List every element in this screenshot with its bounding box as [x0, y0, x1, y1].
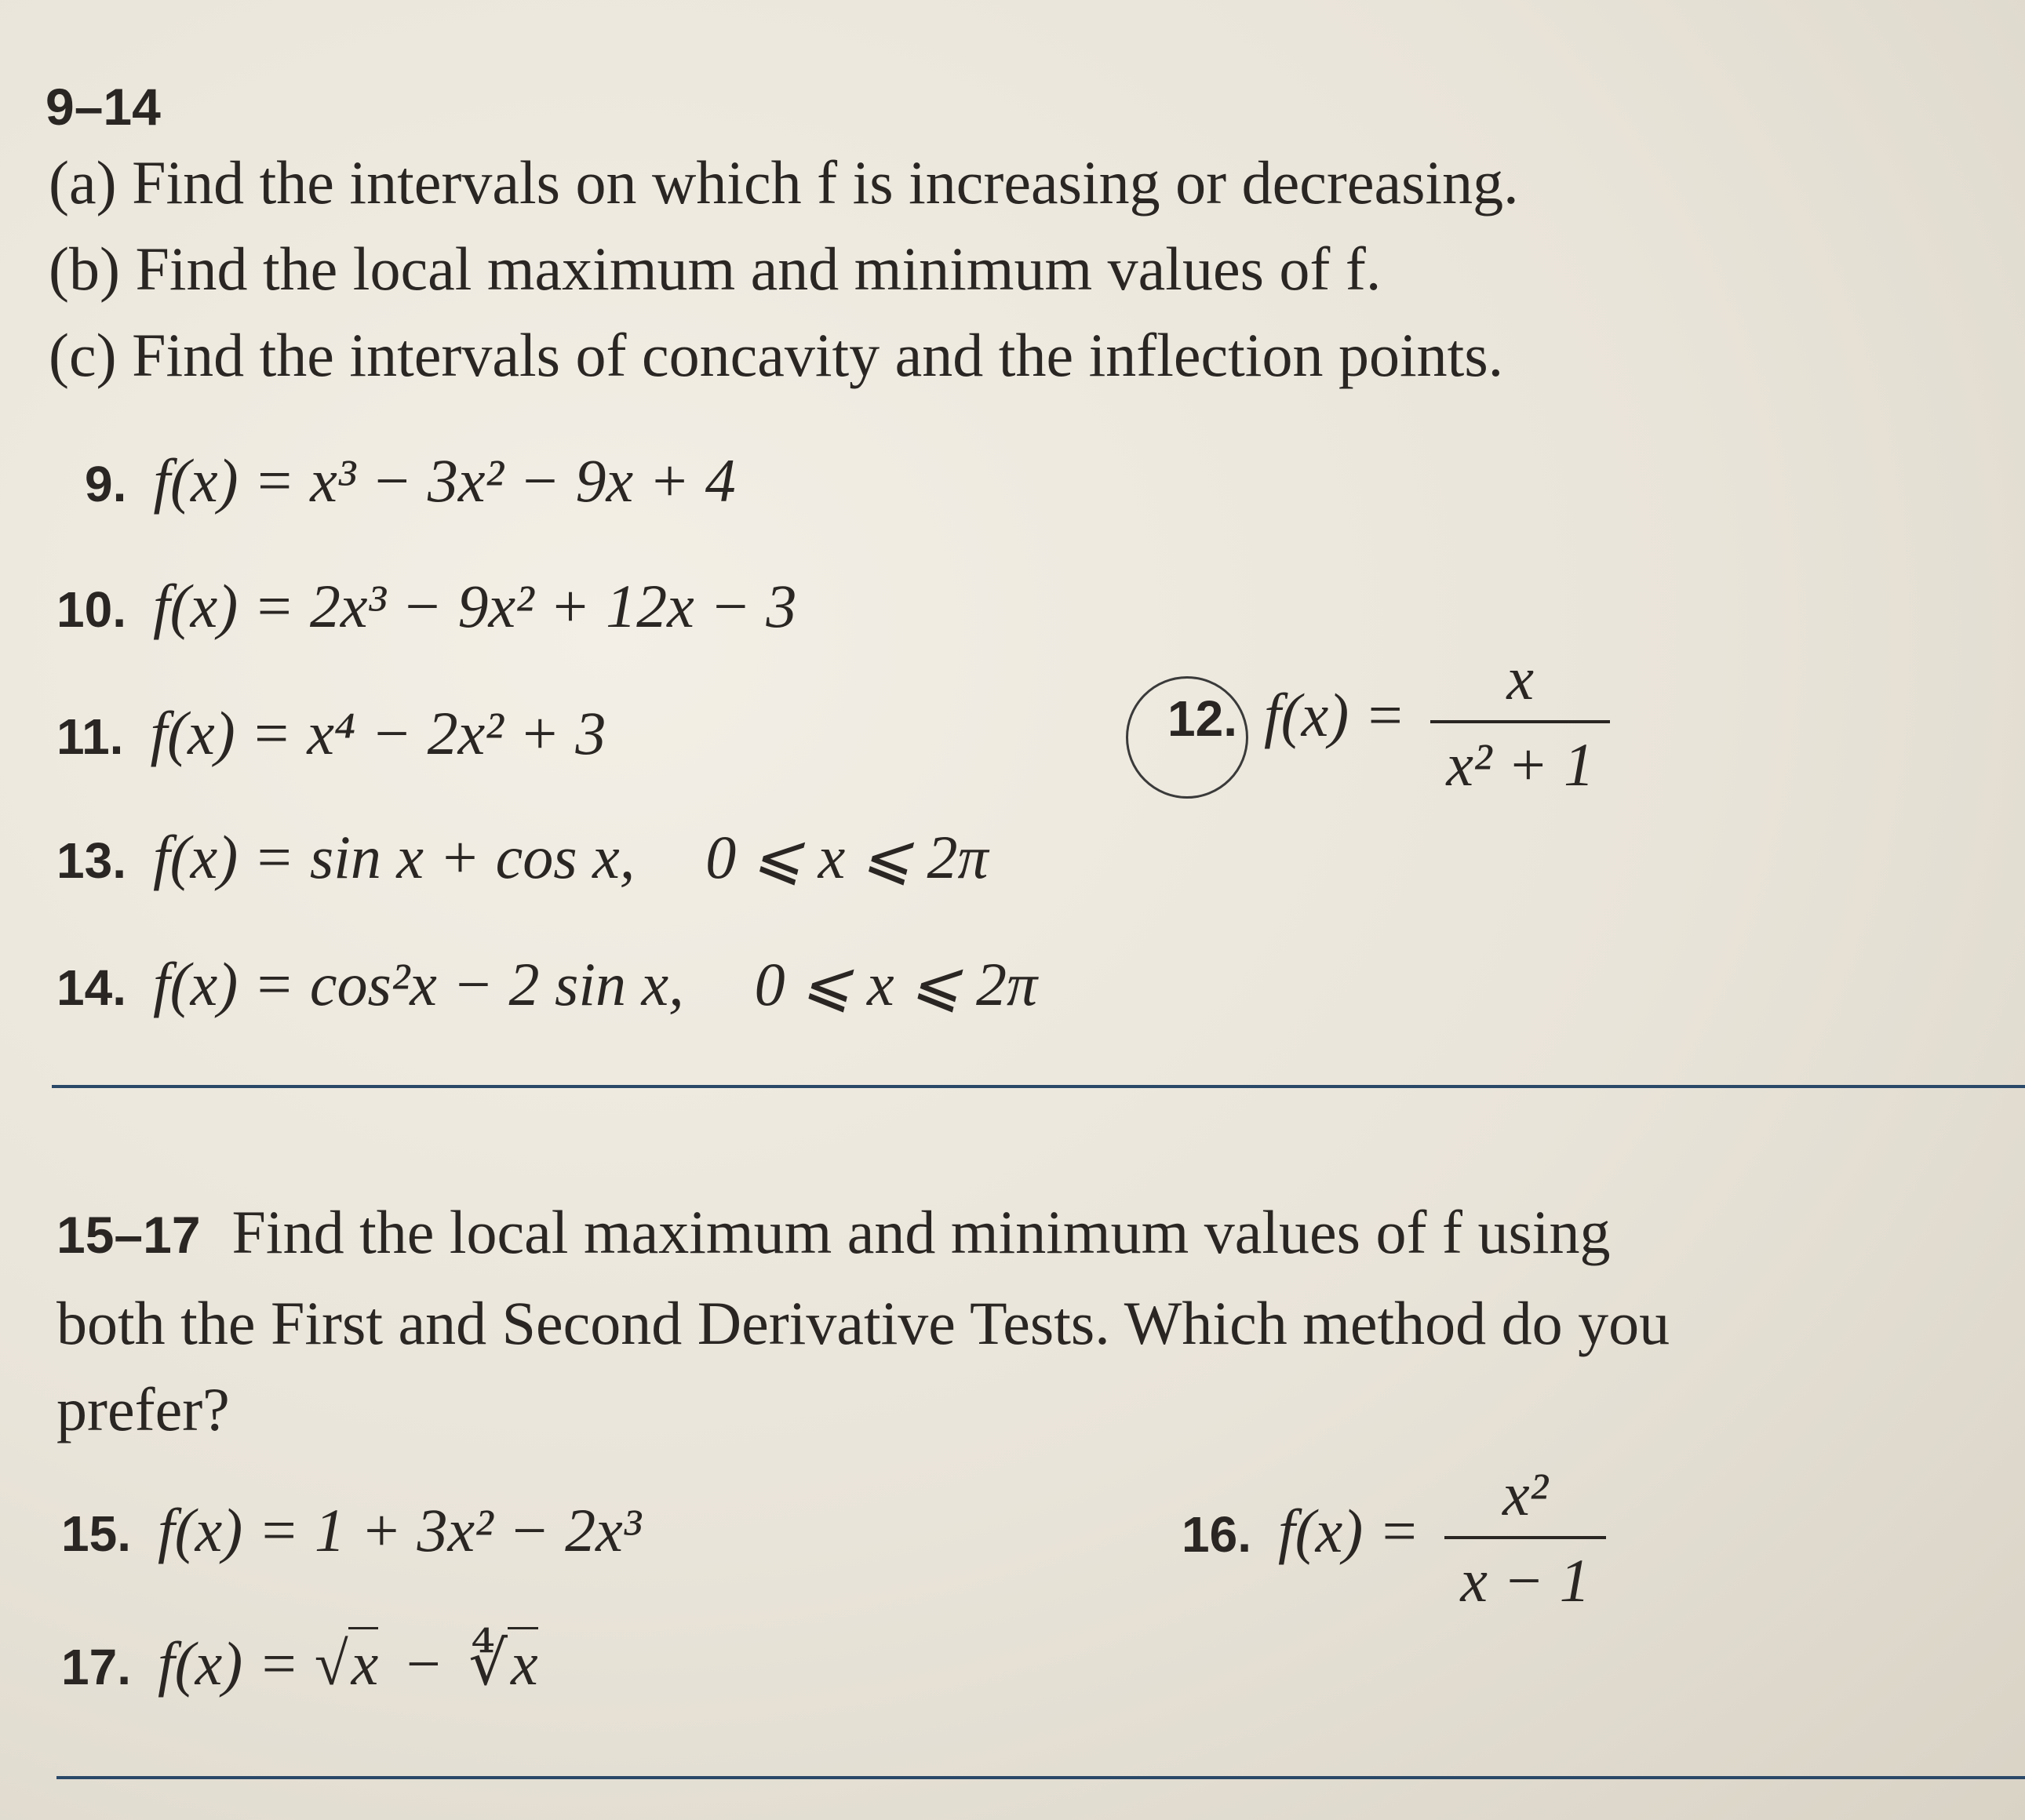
sqrt-argument: x — [348, 1627, 379, 1698]
problem-number: 14. — [56, 959, 126, 1016]
fraction — [1444, 1459, 1605, 1616]
problem-13 — [56, 822, 989, 893]
instruction-part-c: (c) Find the intervals of concavity and the inflection points. — [49, 321, 1504, 389]
instruction-line-2: both the First and Second Derivative Tests. Which method do you — [56, 1289, 1670, 1357]
problem-number: 16. — [1182, 1505, 1251, 1563]
problem-lhs: f(x) = — [1277, 1496, 1420, 1565]
problem-number: 13. — [56, 832, 126, 889]
problem-expression: f(x) = cos²x − 2 sin x, — [152, 950, 684, 1018]
fraction-denominator: x² + 1 — [1430, 720, 1610, 800]
problem-17 — [61, 1629, 538, 1699]
bottom-divider — [56, 1776, 2025, 1779]
problem-number: 11. — [56, 708, 124, 765]
problem-14 — [56, 949, 1037, 1020]
problem-lhs: f(x) = — [157, 1629, 300, 1698]
fraction — [1430, 643, 1610, 800]
section-15-17-first-line — [56, 1197, 1610, 1268]
problem-expression: f(x) = 2x³ − 9x² + 12x − 3 — [152, 572, 797, 640]
instruction-line-3: prefer? — [56, 1375, 230, 1443]
section-divider — [52, 1085, 2025, 1088]
problem-11 — [56, 698, 606, 769]
problem-expression: f(x) = x³ − 3x² − 9x + 4 — [153, 446, 736, 515]
instruction-part-a: (a) Find the intervals on which f is increasing or decreasing. — [49, 148, 1519, 217]
problem-number: 15. — [61, 1505, 131, 1562]
problem-number: 9. — [85, 456, 127, 512]
problem-9 — [85, 446, 736, 516]
fourth-root-argument: x — [508, 1627, 538, 1698]
problem-expression: f(x) = sin x + cos x, — [152, 823, 636, 891]
problem-expression: f(x) = 1 + 3x² − 2x³ — [157, 1496, 642, 1564]
fraction-denominator: x − 1 — [1444, 1536, 1605, 1616]
instruction-part-b: (b) Find the local maximum and minimum values of f. — [49, 235, 1382, 303]
problem-number: 10. — [56, 581, 126, 638]
problem-domain: 0 ⩽ x ⩽ 2π — [705, 823, 989, 891]
problem-number: 12. — [1167, 690, 1237, 747]
problem-domain: 0 ⩽ x ⩽ 2π — [754, 950, 1038, 1018]
problem-16 — [1182, 1459, 1606, 1616]
minus-sign: − — [406, 1629, 441, 1698]
problem-number: 17. — [61, 1639, 131, 1695]
problem-12 — [1167, 643, 1610, 800]
problem-15 — [61, 1495, 641, 1566]
fraction-numerator: x — [1506, 644, 1534, 712]
fraction-numerator: x² — [1502, 1460, 1548, 1528]
sqrt-sign: √ — [314, 1629, 348, 1698]
fourth-root-sign: ∜ — [468, 1629, 508, 1698]
problem-10 — [56, 571, 796, 642]
section-number-9-14: 9–14 — [46, 78, 161, 136]
instruction-line-1: Find the local maximum and minimum values of f using — [231, 1198, 1611, 1266]
problem-expression: f(x) = x⁴ − 2x² + 3 — [150, 699, 606, 767]
section-number-15-17: 15–17 — [56, 1206, 201, 1264]
problem-lhs: f(x) = — [1263, 680, 1406, 749]
